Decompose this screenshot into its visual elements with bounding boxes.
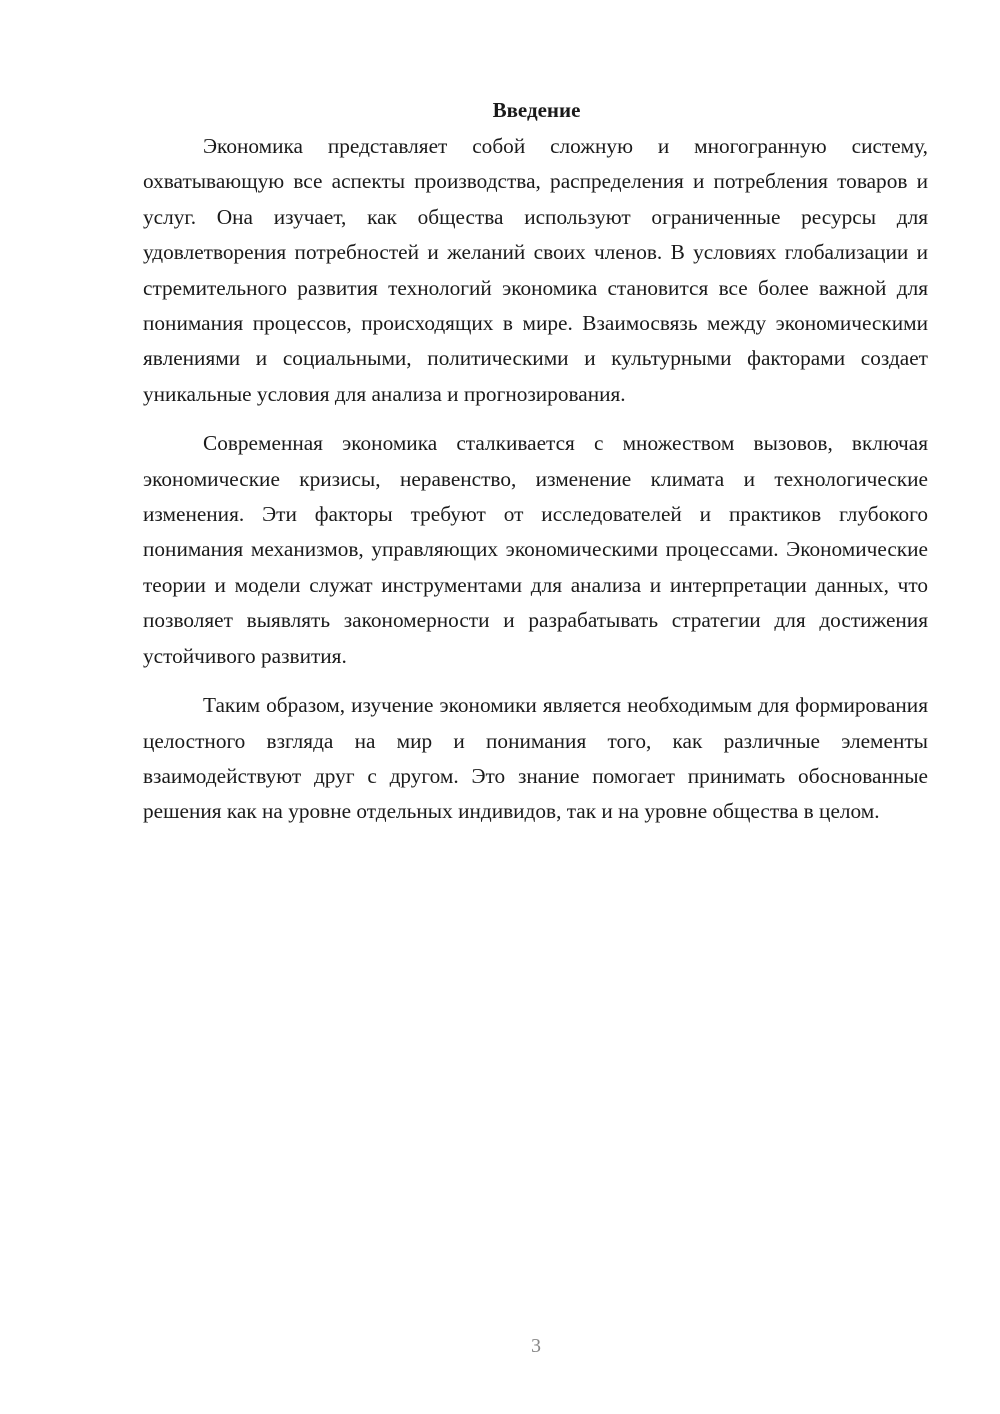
paragraph-3: Таким образом, изучение экономики является необходимым для формирования целостного взгляда на мир и понимания того, как различные элементы взаимодействуют друг с другом. Это знание помогает принимать обоснованные решения как на уровне отдельных индивидов, так и на уровне общества в целом. <box>143 693 928 824</box>
page-content <box>143 95 928 844</box>
paragraph-2: Современная экономика сталкивается с множеством вызовов, включая экономические кризисы, неравенство, изменение климата и технологические изменения. Эти факторы требуют от исследователей и практиков глубокого понимания механизмов, управляющих экономическими процессами. Экономические теории и модели служат инструментами для анализа и интерпретации данных, что позволяет выявлять закономерности и разрабатывать стратегии для достижения устойчивого развития. <box>143 431 928 668</box>
paragraph-1: Экономика представляет собой сложную и многогранную систему, охватывающую все аспекты производства, распределения и потребления товаров и услуг. Она изучает, как общества используют ограниченные ресурсы для удовлетворения потребностей и желаний своих членов. В условиях глобализации и стремительного развития технологий экономика становится все более важной для понимания процессов, происходящих в мире. Взаимосвязь между экономическими явлениями и социальными, политическими и культурными факторами создает уникальные условия для анализа и прогнозирования. <box>143 134 928 406</box>
page-number: 3 <box>531 1335 541 1357</box>
section-title: Введение <box>492 98 581 122</box>
